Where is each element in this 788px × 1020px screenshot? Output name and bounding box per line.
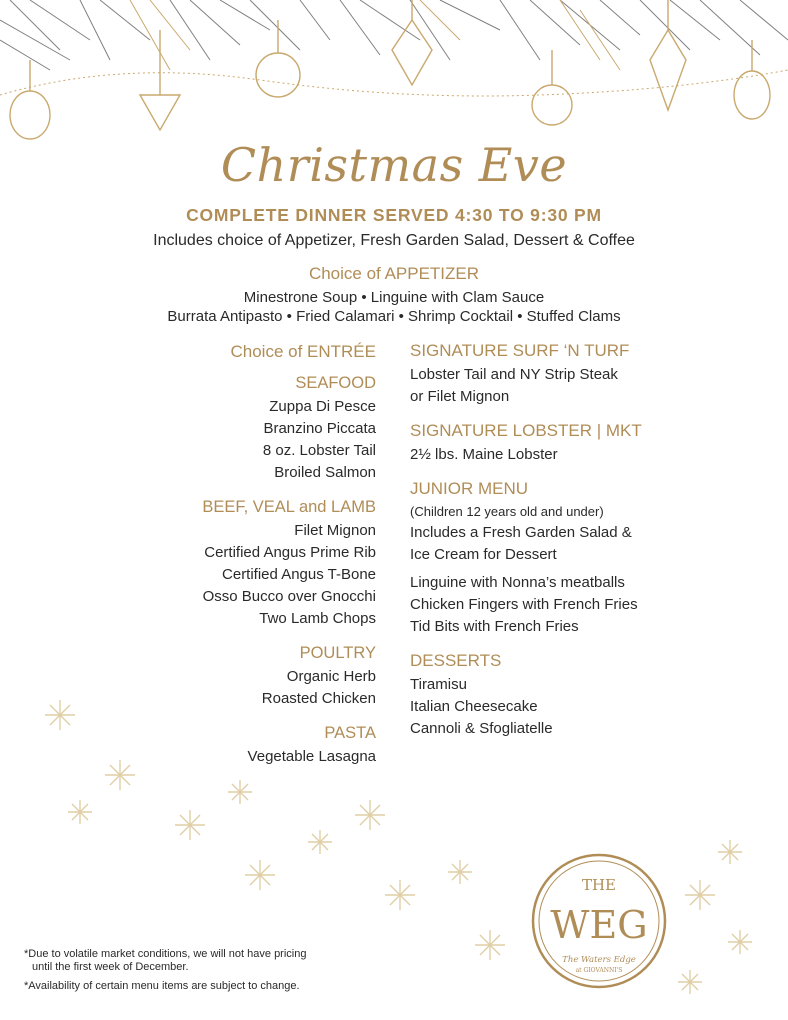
- includes-line: Includes choice of Appetizer, Fresh Garden Salad, Dessert & Coffee: [153, 232, 635, 249]
- pasta-heading: PASTA: [324, 724, 376, 742]
- logo-name: The Waters Edge: [562, 955, 636, 965]
- menu-item: Zuppa Di Pesce: [269, 398, 376, 415]
- lobster-section: [410, 420, 710, 466]
- beef-heading: BEEF, VEAL and LAMB: [202, 498, 376, 516]
- menu-item: Lobster Tail and NY Strip Steak: [410, 366, 618, 383]
- seafood-section: [16, 372, 376, 484]
- appetizer-line-2: Burrata Antipasto • Fried Calamari • Shrimp Cocktail • Stuffed Clams: [167, 308, 621, 325]
- menu-item: or Filet Mignon: [410, 388, 510, 405]
- page-title: Christmas Eve: [220, 138, 568, 192]
- logo-sub: at GIOVANNI'S: [575, 967, 623, 974]
- lobster-heading: SIGNATURE LOBSTER | MKT: [410, 421, 642, 440]
- appetizer-heading: [0, 264, 788, 284]
- menu-item: Linguine with Nonna’s meatballs: [410, 574, 625, 591]
- menu-item: Vegetable Lasagna: [247, 748, 376, 765]
- menu-item: Italian Cheesecake: [410, 698, 538, 715]
- specials-column: [410, 340, 710, 752]
- pine-garland-ornaments: [0, 0, 788, 150]
- appetizer-line-1: Minestrone Soup • Linguine with Clam Sauce: [243, 289, 545, 306]
- pricing-note: *Due to volatile market conditions, we will not have pricing: [24, 948, 307, 960]
- logo-letters: WEG: [550, 903, 648, 947]
- menu-item: Osso Bucco over Gnocchi: [202, 588, 376, 605]
- appetizer-prefix: Choice of: [308, 264, 385, 283]
- menu-item: 8 oz. Lobster Tail: [262, 442, 376, 459]
- menu-item: Chicken Fingers with French Fries: [410, 596, 638, 613]
- beef-section: [16, 496, 376, 630]
- menu-item: Organic Herb: [286, 668, 376, 685]
- junior-heading: JUNIOR MENU: [410, 479, 529, 498]
- entree-heading: [16, 340, 376, 364]
- seafood-heading: SEAFOOD: [295, 374, 376, 392]
- menu-item: 2½ lbs. Maine Lobster: [410, 446, 558, 463]
- menu-item: Tiramisu: [410, 676, 467, 693]
- poultry-heading: POULTRY: [299, 644, 376, 662]
- surf-turf-heading: SIGNATURE SURF ‘N TURF: [410, 341, 630, 360]
- entree-column: [16, 340, 376, 780]
- entree-prefix: Choice of: [230, 342, 308, 361]
- desserts-section: [410, 650, 710, 740]
- availability-note: *Availability of certain menu items are subject to change.: [24, 980, 300, 992]
- menu-item: Filet Mignon: [294, 522, 376, 539]
- poultry-section: [16, 642, 376, 710]
- junior-age-note: (Children 12 years old and under): [410, 504, 604, 519]
- menu-item: Tid Bits with French Fries: [410, 618, 579, 635]
- entree-label: ENTRÉE: [307, 342, 376, 361]
- served-hours: COMPLETE DINNER SERVED 4:30 TO 9:30 PM: [186, 205, 602, 225]
- junior-includes: Ice Cream for Dessert: [410, 546, 557, 563]
- desserts-heading: DESSERTS: [410, 651, 502, 670]
- menu-item: Broiled Salmon: [274, 464, 376, 481]
- surf-turf-section: [410, 340, 710, 408]
- restaurant-logo: [530, 852, 668, 990]
- menu-item: Cannoli & Sfogliatelle: [410, 720, 553, 737]
- menu-item: Certified Angus Prime Rib: [204, 544, 376, 561]
- menu-item: Roasted Chicken: [261, 690, 376, 707]
- junior-section: [410, 478, 710, 638]
- junior-includes: Includes a Fresh Garden Salad &: [410, 524, 632, 541]
- menu-item: Two Lamb Chops: [259, 610, 376, 627]
- pasta-section: [16, 722, 376, 768]
- pricing-note-cont: until the first week of December.: [32, 961, 189, 973]
- menu-item: Branzino Piccata: [263, 420, 376, 437]
- menu-item: Certified Angus T-Bone: [222, 566, 376, 583]
- appetizer-label: APPETIZER: [384, 264, 480, 283]
- logo-top-text: THE: [581, 876, 617, 894]
